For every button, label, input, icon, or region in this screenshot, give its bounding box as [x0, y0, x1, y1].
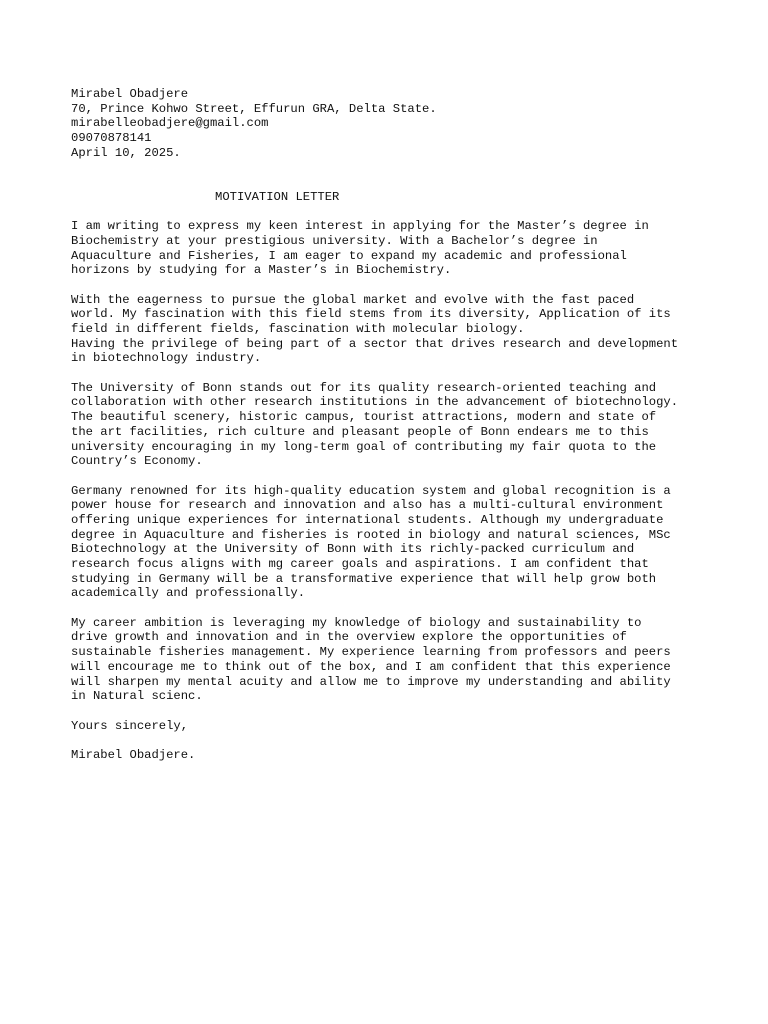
- paragraph-2: [71, 293, 711, 366]
- paragraph-line: Biochemistry at your prestigious university. With a Bachelor’s degree in: [71, 233, 598, 248]
- spacer: [71, 704, 711, 719]
- paragraph-line: With the eagerness to pursue the global market and evolve with the fast paced: [71, 292, 635, 307]
- paragraph-line: My career ambition is leveraging my knowledge of biology and sustainability to: [71, 615, 642, 630]
- paragraph-line: collaboration with other research institutions in the advancement of biotechnology.: [71, 395, 679, 410]
- spacer: [71, 160, 711, 189]
- letter-title: MOTIVATION LETTER: [215, 189, 340, 204]
- sender-phone: 09070878141: [71, 131, 152, 146]
- paragraph-line: horizons by studying for a Master’s in Biochemistry.: [71, 263, 452, 278]
- paragraph-5: [71, 616, 711, 704]
- paragraph-line: I am writing to express my keen interest in applying for the Master’s degree in: [71, 219, 649, 234]
- paragraph-line: Biotechnology at the University of Bonn with its richly-packed curriculum and: [71, 542, 635, 557]
- paragraph-line: power house for research and innovation and also has a multi-cultural environment: [71, 498, 664, 513]
- paragraph-line: will encourage me to think out of the box, and I am confident that this experience: [71, 659, 671, 674]
- sender-address: 70, Prince Kohwo Street, Effurun GRA, Delta State.: [71, 101, 437, 116]
- spacer: [71, 469, 711, 484]
- sender-email: mirabelleobadjere@gmail.com: [71, 116, 269, 131]
- paragraph-line: The University of Bonn stands out for its quality research-oriented teaching and: [71, 380, 657, 395]
- paragraph-line: The beautiful scenery, historic campus, tourist attractions, modern and state of: [71, 410, 657, 425]
- spacer: [71, 205, 711, 220]
- sender-name: Mirabel Obadjere: [71, 87, 189, 101]
- paragraph-line: sustainable fisheries management. My experience learning from professors and peers: [71, 645, 671, 660]
- closing: Yours sincerely,: [71, 718, 189, 733]
- paragraph-line: Country’s Economy.: [71, 454, 203, 469]
- paragraph-line: field in different fields, fascination with molecular biology.: [71, 322, 525, 337]
- paragraph-4: [71, 484, 711, 602]
- spacer: [71, 601, 711, 616]
- paragraph-line: world. My fascination with this field stems from its diversity, Application of its: [71, 307, 671, 322]
- letter-date: April 10, 2025.: [71, 145, 181, 160]
- sender-block: [71, 87, 711, 160]
- paragraph-line: the art facilities, rich culture and pleasant people of Bonn endears me to this: [71, 424, 649, 439]
- paragraph-line: will sharpen my mental acuity and allow me to improve my understanding and ability: [71, 674, 671, 689]
- paragraph-line: research focus aligns with mg career goals and aspirations. I am confident that: [71, 557, 649, 572]
- letter-page: [71, 87, 711, 763]
- paragraph-line: degree in Aquaculture and fisheries is rooted in biology and natural sciences, MSc: [71, 527, 671, 542]
- paragraph-line: studying in Germany will be a transformative experience that will help grow both: [71, 571, 657, 586]
- paragraph-line: in Natural scienc.: [71, 689, 203, 704]
- paragraph-line: Germany renowned for its high-quality education system and global recognition is a: [71, 483, 671, 498]
- paragraph-1: [71, 219, 711, 278]
- paragraph-3: [71, 381, 711, 469]
- paragraph-line: academically and professionally.: [71, 586, 306, 601]
- paragraph-line: Aquaculture and Fisheries, I am eager to expand my academic and professional: [71, 248, 627, 263]
- paragraph-line: university encouraging in my long-term goal of contributing my fair quota to the: [71, 439, 657, 454]
- signature: Mirabel Obadjere.: [71, 747, 196, 762]
- paragraph-line: in biotechnology industry.: [71, 351, 262, 366]
- paragraph-line: offering unique experiences for international students. Although my undergraduate: [71, 512, 664, 527]
- spacer: [71, 366, 711, 381]
- paragraph-line: drive growth and innovation and in the overview explore the opportunities of: [71, 630, 627, 645]
- spacer: [71, 733, 711, 748]
- spacer: [71, 278, 711, 293]
- paragraph-line: Having the privilege of being part of a sector that drives research and development: [71, 336, 679, 351]
